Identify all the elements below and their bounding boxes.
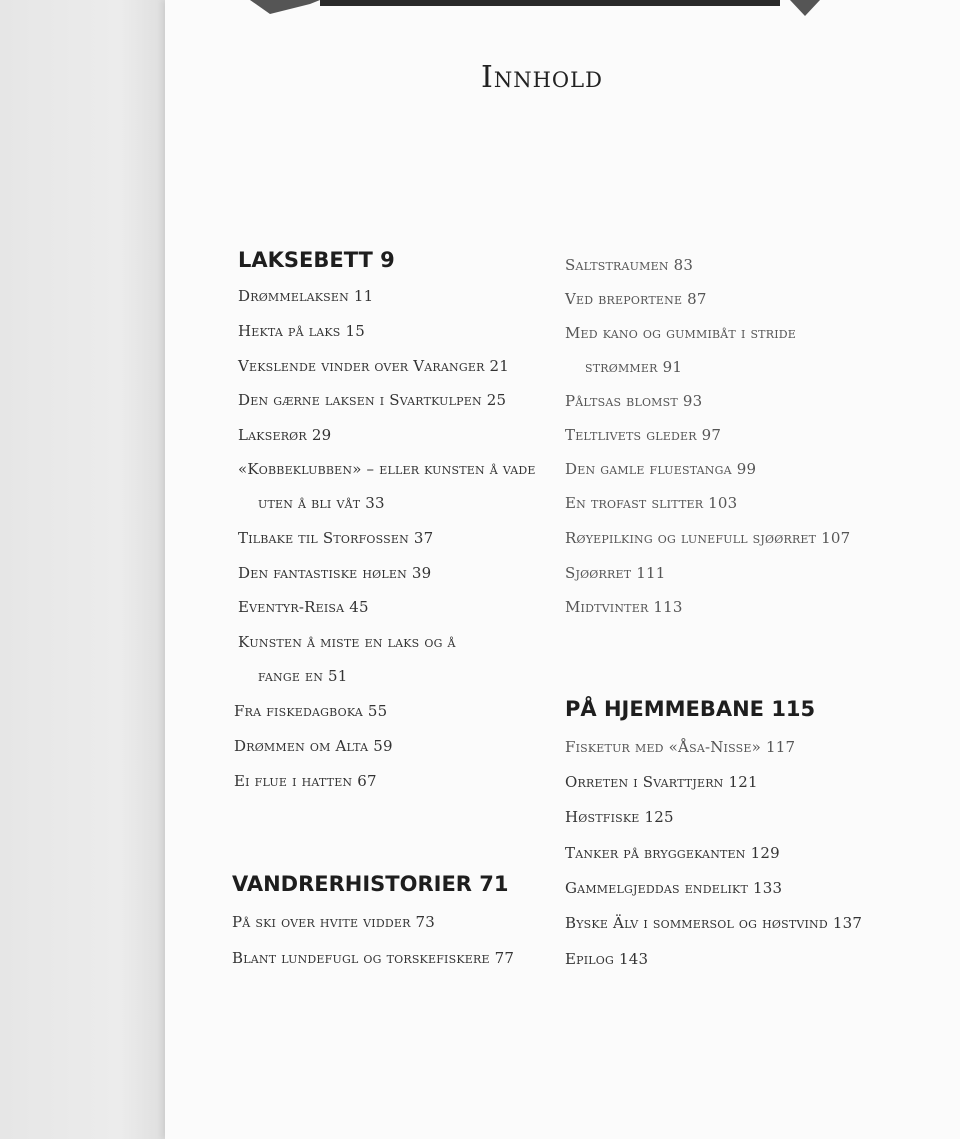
toc-entry-continued: uten å bli våt 33 <box>258 494 385 512</box>
toc-entry: Lakserør 29 <box>238 426 332 444</box>
toc-entry-continued: fange en 51 <box>258 667 348 685</box>
toc-entry: Blant lundefugl og torskefiskere 77 <box>232 949 515 967</box>
toc-entry: Sjøørret 111 <box>565 564 666 582</box>
header-ornament <box>250 0 820 20</box>
toc-entry: «Kobbeklubben» – eller kunsten å vade <box>238 460 536 478</box>
page-title: Innhold <box>481 60 603 95</box>
toc-entry: Høstfiske 125 <box>565 808 674 826</box>
toc-entry: Eventyr-Reisa 45 <box>238 598 369 616</box>
toc-entry: Fra fiskedagboka 55 <box>234 702 388 720</box>
toc-entry: Den gamle fluestanga 99 <box>565 460 757 478</box>
toc-entry: Tilbake til Storfossen 37 <box>238 529 434 547</box>
toc-entry: Saltstraumen 83 <box>565 256 694 274</box>
toc-entry: Fisketur med «Åsa-Nisse» 117 <box>565 738 796 756</box>
toc-entry: Den gærne laksen i Svartkulpen 25 <box>238 391 507 409</box>
toc-entry: Ved breportene 87 <box>565 290 707 308</box>
adjacent-page-edge <box>0 0 172 1139</box>
toc-entry: Byske Älv i sommersol og høstvind 137 <box>565 914 863 932</box>
toc-entry-continued: strømmer 91 <box>585 358 683 376</box>
toc-entry: Med kano og gummibåt i stride <box>565 324 797 342</box>
toc-entry: Vekslende vinder over Varanger 21 <box>238 357 510 375</box>
section-heading-vandrerhistorier: VANDRERHISTORIER 71 <box>232 872 509 896</box>
toc-entry: Drømmelaksen 11 <box>238 287 374 305</box>
section-heading-paa-hjemmebane: PÅ HJEMMEBANE 115 <box>565 697 816 721</box>
toc-entry: En trofast slitter 103 <box>565 494 738 512</box>
section-heading-laksebett: LAKSEBETT 9 <box>238 248 395 272</box>
toc-entry: På ski over hvite vidder 73 <box>232 913 436 931</box>
toc-entry: Gammelgjeddas endelikt 133 <box>565 879 783 897</box>
toc-entry: Røyepilking og lunefull sjøørret 107 <box>565 529 851 547</box>
toc-entry: Den fantastiske hølen 39 <box>238 564 432 582</box>
toc-entry: Ei flue i hatten 67 <box>234 772 377 790</box>
toc-entry: Midtvinter 113 <box>565 598 683 616</box>
toc-entry: Drømmen om Alta 59 <box>234 737 393 755</box>
toc-entry: Epilog 143 <box>565 950 649 968</box>
toc-entry: Orreten i Svarttjern 121 <box>565 773 758 791</box>
toc-entry: Kunsten å miste en laks og å <box>238 633 456 651</box>
toc-entry: Hekta på laks 15 <box>238 322 365 340</box>
toc-entry: Påltsas blomst 93 <box>565 392 703 410</box>
toc-entry: Teltlivets gleder 97 <box>565 426 722 444</box>
toc-entry: Tanker på bryggekanten 129 <box>565 844 780 862</box>
